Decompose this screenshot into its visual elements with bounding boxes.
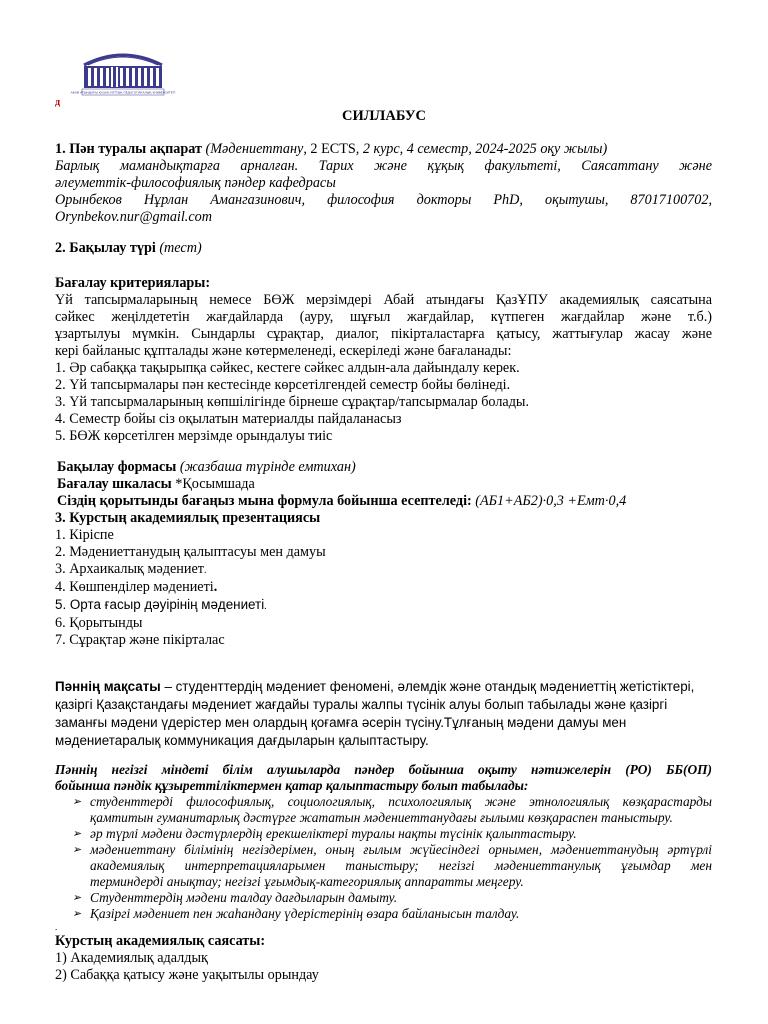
criteria-item: 1. Әр сабаққа тақырыпқа сәйкес, кестеге сәйкес алдын-ала дайындалу керек.: [55, 360, 520, 376]
arrow-bullet-icon: ➢: [72, 892, 82, 904]
criteria-paragraph-line: Үй тапсырмаларының немесе БӨЖ мерзімдері Абай атындағы ҚазҰПУ академиялық саясатына: [55, 292, 712, 308]
topic-item: 2. Мәдениеттанудың қалыптасуы мен дамуы: [55, 544, 326, 560]
ects: , 2 ECTS: [303, 141, 356, 157]
page-title: СИЛЛАБУС: [341, 108, 427, 124]
course-name: Мәдениеттану: [210, 141, 304, 157]
task-bullet: ➢ Қазіргі мәдениет пен жаһандану үдерістерінің өзара байланысын талдау.: [72, 906, 520, 921]
course-details: , 2 курс, 4 семестр, 2024-2025 оқу жылы): [355, 141, 608, 157]
criteria-item: 3. Үй тапсырмаларының көпшілігінде бірнеше сұрақтар/тапсырмалар болады.: [55, 394, 530, 410]
criteria-paragraph-line: ұзартылуы мүмкін. Сындарлы сұрақтар, диалог, пікірталастарға қатысу, жаттығулар жасау және: [55, 326, 712, 342]
section-control-type: [55, 240, 712, 257]
criteria-heading: Бағалау критериялары:: [55, 275, 211, 291]
control-section: [57, 459, 714, 510]
purpose-label: Пәннің мақсаты: [55, 679, 161, 694]
task-bullet: ➢ студенттерді философиялық, социологиялық, психологиялық және этнологиялық көзқарастарды қамтитын гуманитарлық дәстүрге жататын мәдениеттанудағы ғылыми көзқараспен таныстыру.: [72, 794, 712, 825]
policy-heading: Курстың академиялық саясаты:: [55, 933, 266, 949]
university-logo: [70, 43, 176, 98]
section-course-info: 1. Пән туралы ақпарат (Мәдениеттану, 2 ECTS, 2 курс, 4 семестр, 2024-2025 оқу жылы) Барлық мамандықтарға арналған. Тарих және құқық факультеті, Саясаттану және әлеуметтік-философиялық пәндер кафедрасы Орынбеков Нұрлан Амангазинович, философия докторы PhD, оқытушы, 87017100702, Orynbekov.nur@gmail.com: [55, 141, 712, 225]
arrow-bullet-icon: ➢: [72, 796, 82, 808]
red-mark: д: [55, 97, 61, 108]
svg-text:АБАЙ АТЫНДАҒЫ ҚАЗАҚ ҰЛТТЫҚ ПЕД: АБАЙ АТЫНДАҒЫ ҚАЗАҚ ҰЛТТЫҚ ПЕДАГОГИКАЛЫҚ УНИВЕРСИТЕТІ: [70, 90, 176, 95]
purpose-section: Пәннің мақсаты – студенттердің мәдениет феномені, әлемдік және отандық мәдениеттің жетістіктері, қазіргі Қазақстандағы мәдениет жағдайы туралы жалпы түсінік алуы болып табылады және қазіргі заманғы мәдени үдерістер мен олардың қоғамға әсерін түсіну.Тұлғаның мәдени дамуы мен мәдениетаралық коммуникация дағдыларын қалыптастыру.: [55, 679, 695, 748]
section1-heading: 1. Пән туралы ақпарат: [55, 141, 202, 157]
topic-item: 6. Қорытынды: [55, 615, 143, 631]
topic-item: 4. Көшпенділер мәдениеті.: [55, 579, 218, 595]
form-label: Бақылау формасы: [57, 459, 177, 475]
section2-heading: 2. Бақылау түрі: [55, 240, 156, 256]
criteria-paragraph-line: сәйкес жеңілдететін жағдайларда (ауру, шұғыл жағдайлар, күтпеген жағдайлар және т.б.): [55, 309, 712, 325]
department-line: Барлық мамандықтарға арналған. Тарих және құқық факультеті, Саясаттану және: [55, 158, 712, 174]
criteria-item: 5. БӨЖ көрсетілген мерзімде орындалуы тиіс: [55, 428, 333, 444]
formula-label: Сіздің қорытынды бағаңыз мына формула бойынша есептеледі:: [57, 493, 472, 509]
topic-item: 7. Сұрақтар және пікірталас: [55, 632, 225, 648]
policy-section: [55, 933, 712, 984]
tasks-section: Пәннің негізгі міндеті білім алушыларда пәндер бойынша оқыту нәтижелерін (РО) ББ(ОП) бойынша пәндік құзыреттіліктермен қатар қалыптастыру болып табылады: ➢ студенттерді философиялық, социологиялық, психологиялық және этнологиялық көзқарастарды қамтитын гуманитарлық дәстүрге жататын мәдениеттанудағы ғылыми көзқараспен таныстыру. ➢ әр түрлі мәдени дәстүрлердің ерекшеліктері туралы нақты түсінік қалыптастыру. ➢ мәдениеттану білімінің негіздерімен, оның ғылым жүйесіндегі орнымен, мәдениеттанудың әртүрлі академиялық интерпретацияларымен таныстыру; негізгі мәдениеттанулық ұғымдар мен терминдерді анықтау; негізгі ұғымдық-категориялық аппаратты меңгеру. ➢ Студенттердің мәдени талдау дағдыларын дамыту. ➢ Қазіргі мәдениет пен жаһандану үдерістерінің өзара байланысын талдау. .: [55, 762, 712, 932]
teacher-line: Орынбеков Нұрлан Амангазинович, философия докторы PhD, оқытушы, 87017100702,: [55, 192, 712, 208]
arrow-bullet-icon: ➢: [72, 844, 82, 856]
criteria-item: 2. Үй тапсырмалары пән кестесінде көрсетілгендей семестр бойы бөлінеді.: [55, 377, 511, 393]
control-type: (тест): [159, 240, 202, 256]
task-bullet: ➢ Студенттердің мәдени талдау дағдыларын дамыту.: [72, 890, 398, 905]
section-presentation: [55, 510, 712, 649]
abai-university-logo-icon: [70, 43, 176, 98]
task-bullet: ➢ әр түрлі мәдени дәстүрлердің ерекшеліктері туралы нақты түсінік қалыптастыру.: [72, 826, 577, 841]
topic-item: 5. Орта ғасыр дәуірінің мәдениеті.: [55, 597, 267, 612]
tasks-intro: Пәннің негізгі міндеті білім алушыларда пәндер бойынша оқыту нәтижелерін (РО) ББ(ОП): [55, 762, 712, 777]
stray-dot: .: [55, 922, 58, 932]
criteria-item: 4. Семестр бойы сіз оқылатын материалды пайдаланасыз: [55, 411, 402, 427]
topic-item: 3. Архаикалық мәдениет.: [55, 561, 207, 577]
policy-item: 2) Сабаққа қатысу және уақытылы орындау: [55, 967, 319, 983]
policy-item: 1) Академиялық адалдық: [55, 950, 208, 966]
scale-value: *Қосымшада: [175, 476, 255, 492]
arrow-bullet-icon: ➢: [72, 828, 82, 840]
criteria-paragraph-line: кері байланыс құпталады және көтермеленеді, ескеріледі және бағаланады:: [55, 343, 512, 359]
formula-value: (АБ1+АБ2)∙0,3 +Емт∙0,4: [475, 493, 627, 509]
section3-heading: 3. Курстың академиялық презентациясы: [55, 510, 321, 526]
topic-item: 1. Кіріспе: [55, 527, 114, 543]
arrow-bullet-icon: ➢: [72, 908, 82, 920]
form-value: (жазбаша түрінде емтихан): [179, 459, 356, 475]
teacher-email: Orynbekov.nur@gmail.com: [55, 209, 212, 225]
scale-label: Бағалау шкаласы: [57, 476, 172, 492]
task-bullet: ➢ мәдениеттану білімінің негіздерімен, оның ғылым жүйесіндегі орнымен, мәдениеттанудың әртүрлі академиялық интерпретацияларымен таныстыру; негізгі мәдениеттанулық ұғымдар мен терминдерді анықтау; негізгі ұғымдық-категориялық аппаратты меңгеру.: [72, 842, 712, 889]
criteria-section: [55, 275, 712, 445]
